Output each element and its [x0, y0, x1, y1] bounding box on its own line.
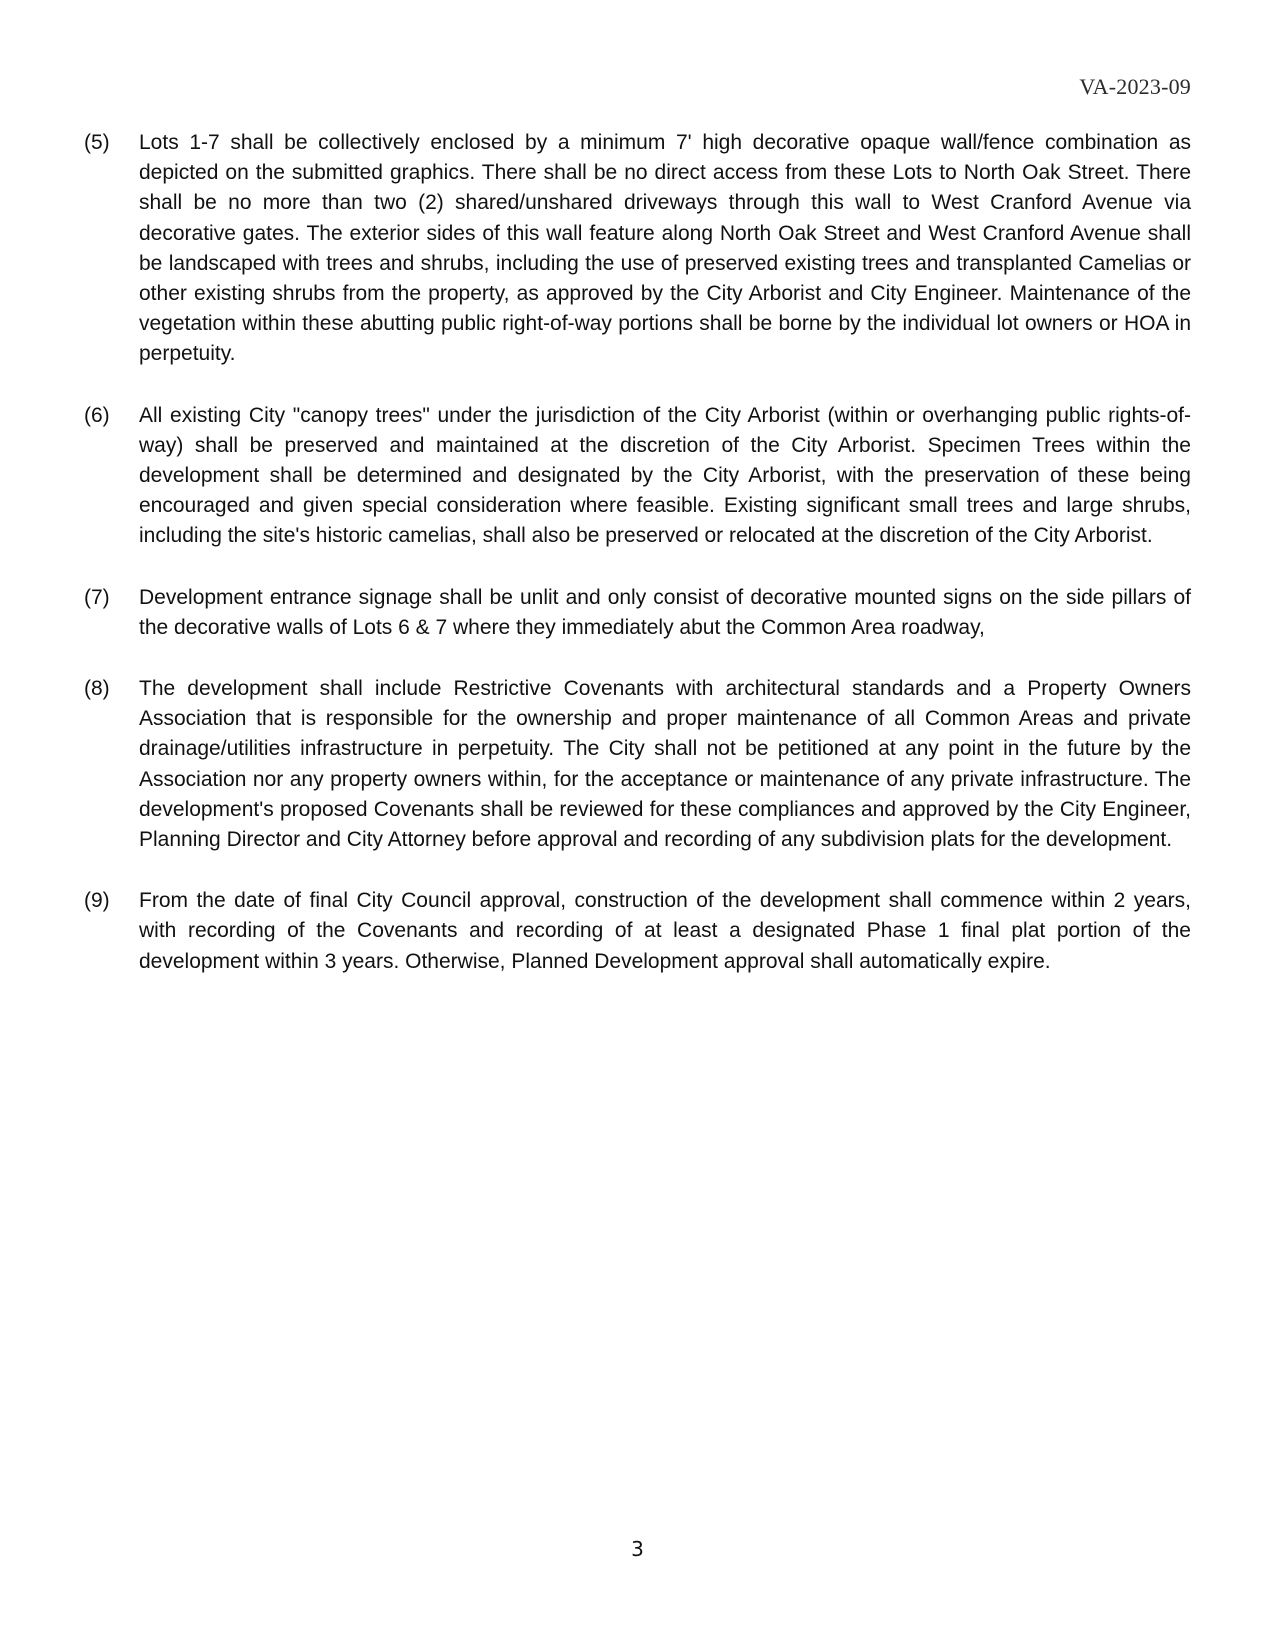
condition-item — [84, 886, 1191, 977]
conditions-list — [84, 128, 1191, 1008]
condition-text: From the date of final City Council approval, construction of the development shall commence within 2 years, with recording of the Covenants and recording of at least a designated Phase 1 final plat portion of the development within 3 years. Otherwise, Planned Development approval shall automatically expire. — [139, 889, 1191, 973]
page-number: 3 — [631, 1537, 644, 1561]
condition-text: The development shall include Restrictive Covenants with architectural standards and a Property Owners Association that is responsible for the ownership and proper maintenance of all Common Areas and private drainage/utilities infrastructure in perpetuity. The City shall not be petitioned at any point in the future by the Association nor any property owners within, for the acceptance or maintenance of any private infrastructure. The development's proposed Covenants shall be reviewed for these compliances and approved by the City Engineer, Planning Director and City Attorney before approval and recording of any subdivision plats for the development. — [139, 677, 1191, 852]
condition-number: (9) — [84, 889, 110, 913]
condition-number: (7) — [84, 585, 110, 609]
condition-item — [84, 401, 1191, 552]
condition-text: Development entrance signage shall be unlit and only consist of decorative mounted signs on the side pillars of the decorative walls of Lots 6 & 7 where they immediately abut the Common Area roadway, — [139, 585, 1191, 639]
condition-text: Lots 1-7 shall be collectively enclosed by a minimum 7' high decorative opaque wall/fence combination as depicted on the submitted graphics. There shall be no direct access from these Lots to North Oak Street. There shall be no more than two (2) shared/unshared driveways through this wall to West Cranford Avenue via decorative gates. The exterior sides of this wall feature along North Oak Street and West Cranford Avenue shall be landscaped with trees and shrubs, including the use of preserved existing trees and transplanted Camelias or other existing shrubs from the property, as approved by the City Arborist and City Engineer. Maintenance of the vegetation within these abutting public right-of-way portions shall be borne by the individual lot owners or HOA in perpetuity. — [139, 131, 1191, 366]
condition-number: (8) — [84, 677, 110, 701]
condition-item — [84, 583, 1191, 643]
condition-number: (5) — [84, 131, 110, 154]
document-id: VA-2023-09 — [1079, 74, 1191, 99]
condition-item — [84, 128, 1191, 370]
condition-item — [84, 674, 1191, 855]
condition-number: (6) — [84, 403, 110, 427]
condition-text: All existing City "canopy trees" under the jurisdiction of the City Arborist (within or overhanging public rights-of-way) shall be preserved and maintained at the discretion of the City Arborist. Specimen Trees within the development shall be determined and designated by the City Arborist, with the preservation of these being encouraged and given special consideration where feasible. Existing significant small trees and large shrubs, including the site's historic camelias, shall also be preserved or relocated at the discretion of the City Arborist. — [139, 403, 1191, 548]
